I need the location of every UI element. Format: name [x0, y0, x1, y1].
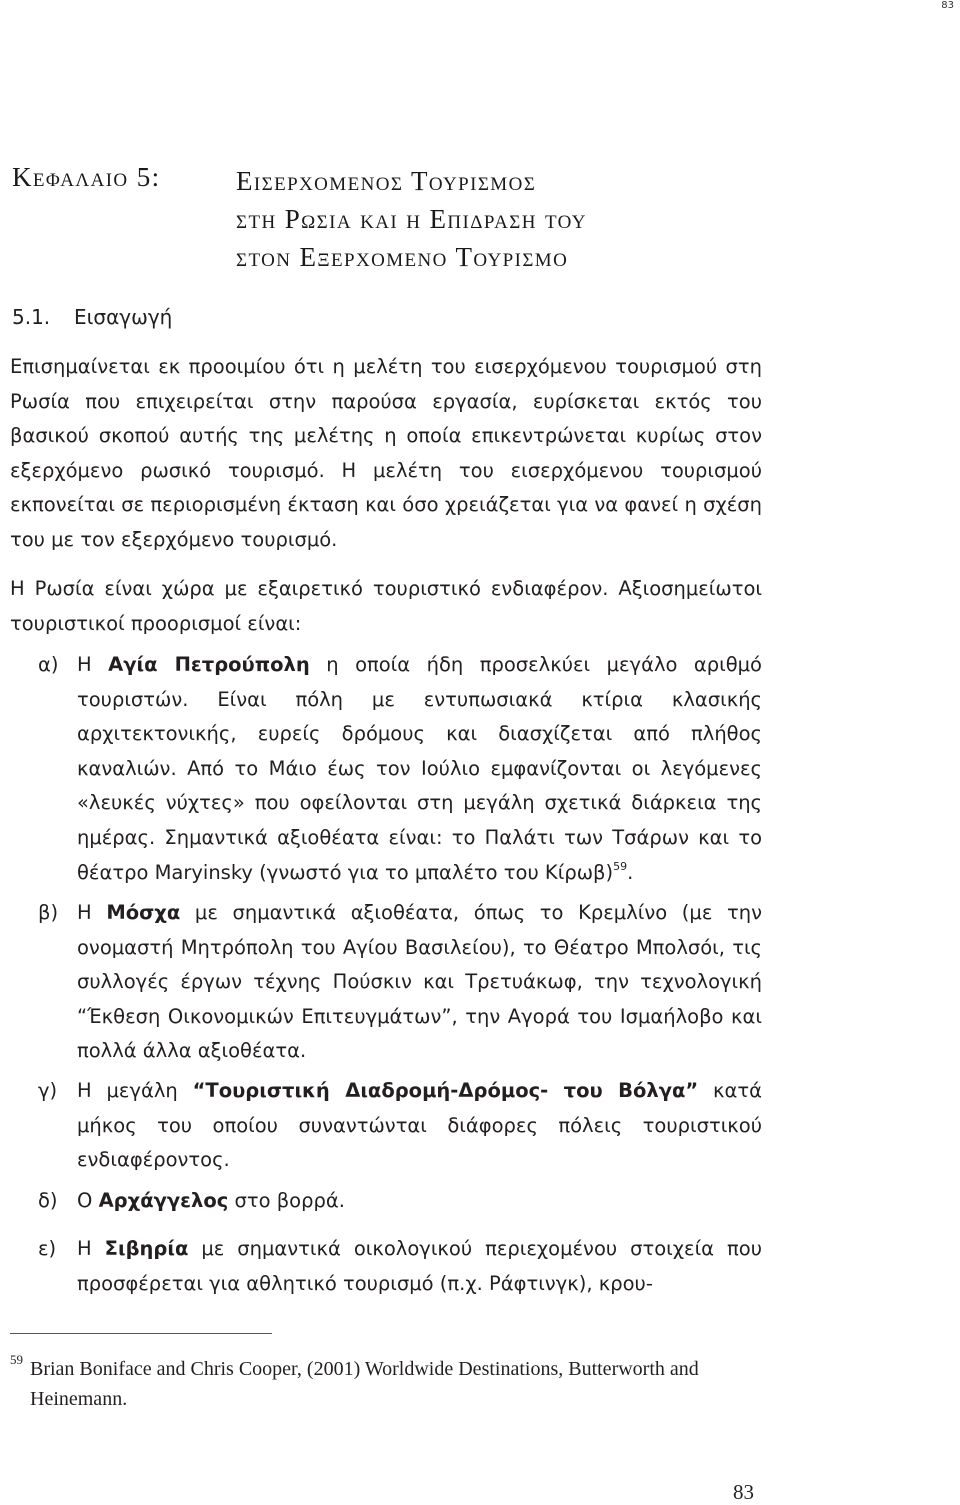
- list-item-text: [77, 648, 762, 890]
- section-heading: [12, 305, 172, 329]
- chapter-title-line: στη Ρωσια και η Επιδραση του: [236, 204, 587, 234]
- bold-term: Μόσχα: [106, 901, 181, 924]
- list-item: [10, 1074, 762, 1178]
- chapter-title: [236, 162, 756, 276]
- list-item-text: [77, 896, 762, 1069]
- list-item: [10, 1184, 762, 1219]
- chapter-title-line: στον Εξερχομενο Τουρισμο: [236, 242, 569, 272]
- footnote-mark: 59: [10, 1352, 23, 1367]
- list-marker: β): [38, 901, 59, 924]
- text-run: με σημαντικά αξιοθέατα, όπως το Κρεμλίνο (με την ονομαστή Μητρόπολη του Αγίου Βασιλείου), το Θέατρο Μπολσόι, τις συλλογές έργων τέχνης Πούσκιν και Τρετυάκωφ, την τεχνολογική “Έκθεση Οικονομικών Επιτευγμάτων”, την Αγορά του Ισμαήλοβο και πολλά άλλα αξιοθέατα.: [77, 901, 762, 1063]
- bold-term: “Τουριστική Διαδρομή-Δρόμος- του Βόλγα”: [192, 1079, 699, 1102]
- list-marker: α): [38, 653, 59, 676]
- bold-term: Αρχάγγελος: [98, 1189, 229, 1212]
- list-marker: δ): [38, 1189, 58, 1212]
- list-marker: ε): [38, 1237, 57, 1260]
- section-number: 5.1.: [12, 305, 51, 329]
- text-run: .: [627, 860, 634, 884]
- footnote-rule: [10, 1333, 272, 1334]
- list-item: [10, 1232, 762, 1301]
- chapter-label: Κεφαλαιο 5:: [12, 162, 161, 192]
- list-item: [10, 896, 762, 1069]
- footnote-ref: 59: [613, 859, 628, 873]
- paragraph: Επισημαίνεται εκ προοιμίου ότι η μελέτη του εισερχόμενου τουρισμού στη Ρωσία που επιχειρείται στην παρούσα εργασία, ευρίσκεται εκτός του βασικού σκοπού αυτής της μελέτης η οποία επικεντρώνεται κυρίως στον εξερχόμενο ρωσικό τουρισμό. Η μελέτη του εισερχόμενου τουρισμού εκπονείται σε περιορισμένη έκταση και όσο χρειάζεται για να φανεί η σχέση του με τον εξερχόμενο τουρισμό.: [10, 355, 762, 551]
- page-number-bottom: 83: [733, 1480, 754, 1504]
- list-item-text: [77, 1232, 762, 1301]
- text-run: η οποία ήδη προσελκύει μεγάλο αριθμό τουριστών. Είναι πόλη με εντυπωσιακά κτίρια κλασικής αρχιτεκτονικής, ευρείς δρόμους και διασχίζεται από πλήθος καναλιών. Από το Μάιο έως τον Ιούλιο εμφανίζονται οι λεγόμενες «λευκές νύχτες» που οφείλονται στη μεγάλη σχετικά διάρκεια της ημέρας. Σημαντικά αξιοθέατα είναι: το Παλάτι των Τσάρων και το θέατρο Maryinsky (γνωστό για το μπαλέτο του Κίρωβ): [77, 653, 762, 884]
- page-number-top: 83: [941, 0, 954, 11]
- text-run: Η: [77, 901, 107, 924]
- list-item-text: [77, 1184, 762, 1219]
- paragraph: Η Ρωσία είναι χώρα με εξαιρετικό τουριστικό ενδιαφέρον. Αξιοσημείωτοι τουριστικοί προορισμοί είναι:: [10, 577, 762, 635]
- bold-term: Σιβηρία: [104, 1237, 189, 1260]
- footnote-text: Brian Boniface and Chris Cooper, (2001) Worldwide Destinations, Butterworth and Heinemann.: [30, 1358, 699, 1410]
- list-marker: γ): [38, 1079, 58, 1102]
- chapter-title-line: Εισερχομενος Τουρισμος: [236, 166, 537, 196]
- text-run: Η: [77, 653, 109, 676]
- text-run: Η μεγάλη: [77, 1079, 193, 1102]
- text-run: Η: [77, 1237, 105, 1260]
- bold-term: Αγία Πετρούπολη: [108, 653, 310, 676]
- list-item-text: [77, 1074, 762, 1178]
- text-run: στο βορρά.: [228, 1189, 345, 1212]
- section-title: Εισαγωγή: [74, 305, 173, 329]
- list-item: [10, 648, 762, 890]
- text-run: Ο: [77, 1189, 99, 1212]
- text-run: κατά μήκος του οποίου συναντώνται διάφορες πόλεις τουριστικού ενδιαφέροντος.: [77, 1079, 763, 1172]
- text-run: με σημαντικά οικολογικού περιεχομένου στοιχεία που προσφέρεται για αθλητικό τουρισμό (π.χ. Ράφτινγκ), κρου-: [77, 1237, 762, 1295]
